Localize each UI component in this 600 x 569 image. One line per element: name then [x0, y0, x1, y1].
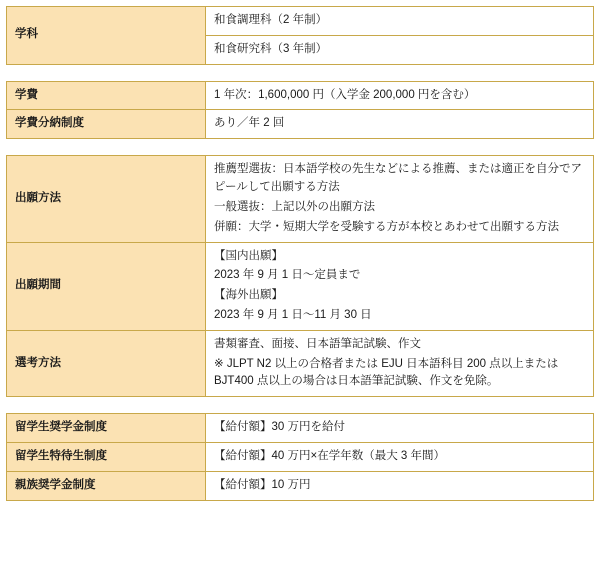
table-row	[7, 81, 594, 110]
row-value-selection-method	[206, 330, 594, 396]
row-label-special-student: 留学生特待生制度	[7, 443, 206, 472]
text-line: ※ JLPT N2 以上の合格者または EJU 日本語科目 200 点以上または BJT400 点以上の場合は日本語筆記試験、作文を免除。	[214, 357, 559, 388]
table-tuition	[6, 81, 594, 140]
spacer	[6, 65, 594, 81]
text-line: 推薦型選抜：日本語学校の先生などによる推薦、または適正を自分でアピールして出願する方法	[214, 163, 582, 194]
table-row	[7, 443, 594, 472]
table-row	[7, 414, 594, 443]
text-line: 【国内出願】	[214, 249, 283, 262]
table-departments	[6, 6, 594, 65]
text-line: 併願：大学・短期大学を受験する方が本校とあわせて出願する方法	[214, 220, 559, 233]
text-line: 【海外出願】	[214, 289, 283, 302]
row-label-installment: 学費分納制度	[7, 110, 206, 139]
spacer	[6, 397, 594, 413]
row-value-special-student: 【給付額】40 万円×在学年数（最大 3 年間）	[206, 443, 594, 472]
row-value-department-2: 和食研究科（3 年制）	[206, 35, 594, 64]
text-line: 書類審査、面接、日本語筆記試験、作文	[214, 337, 421, 350]
text-line: 2023 年 9 月 1 日〜定員まで	[214, 269, 361, 282]
row-value-tuition: 1 年次：1,600,000 円（入学金 200,000 円を含む）	[206, 81, 594, 110]
spacer	[6, 139, 594, 155]
row-value-application-method	[206, 156, 594, 242]
row-value-department-1: 和食調理科（2 年制）	[206, 7, 594, 36]
row-label-selection-method: 選考方法	[7, 330, 206, 396]
table-row	[7, 110, 594, 139]
table-scholarships	[6, 413, 594, 500]
row-label-application-period: 出願期間	[7, 242, 206, 330]
row-value-relative-scholarship: 【給付額】10 万円	[206, 471, 594, 500]
table-row	[7, 156, 594, 242]
row-label-department: 学科	[7, 7, 206, 65]
text-line: 2023 年 9 月 1 日〜11 月 30 日	[214, 308, 372, 321]
table-row	[7, 471, 594, 500]
row-label-international-scholarship: 留学生奨学金制度	[7, 414, 206, 443]
row-value-international-scholarship: 【給付額】30 万円を給付	[206, 414, 594, 443]
row-label-application-method: 出願方法	[7, 156, 206, 242]
row-value-application-period	[206, 242, 594, 330]
text-line: 一般選抜：上記以外の出願方法	[214, 200, 375, 213]
table-row	[7, 242, 594, 330]
row-label-relative-scholarship: 親族奨学金制度	[7, 471, 206, 500]
table-row	[7, 330, 594, 396]
row-value-installment: あり／年 2 回	[206, 110, 594, 139]
table-application	[6, 155, 594, 397]
table-row	[7, 7, 594, 36]
row-label-tuition: 学費	[7, 81, 206, 110]
